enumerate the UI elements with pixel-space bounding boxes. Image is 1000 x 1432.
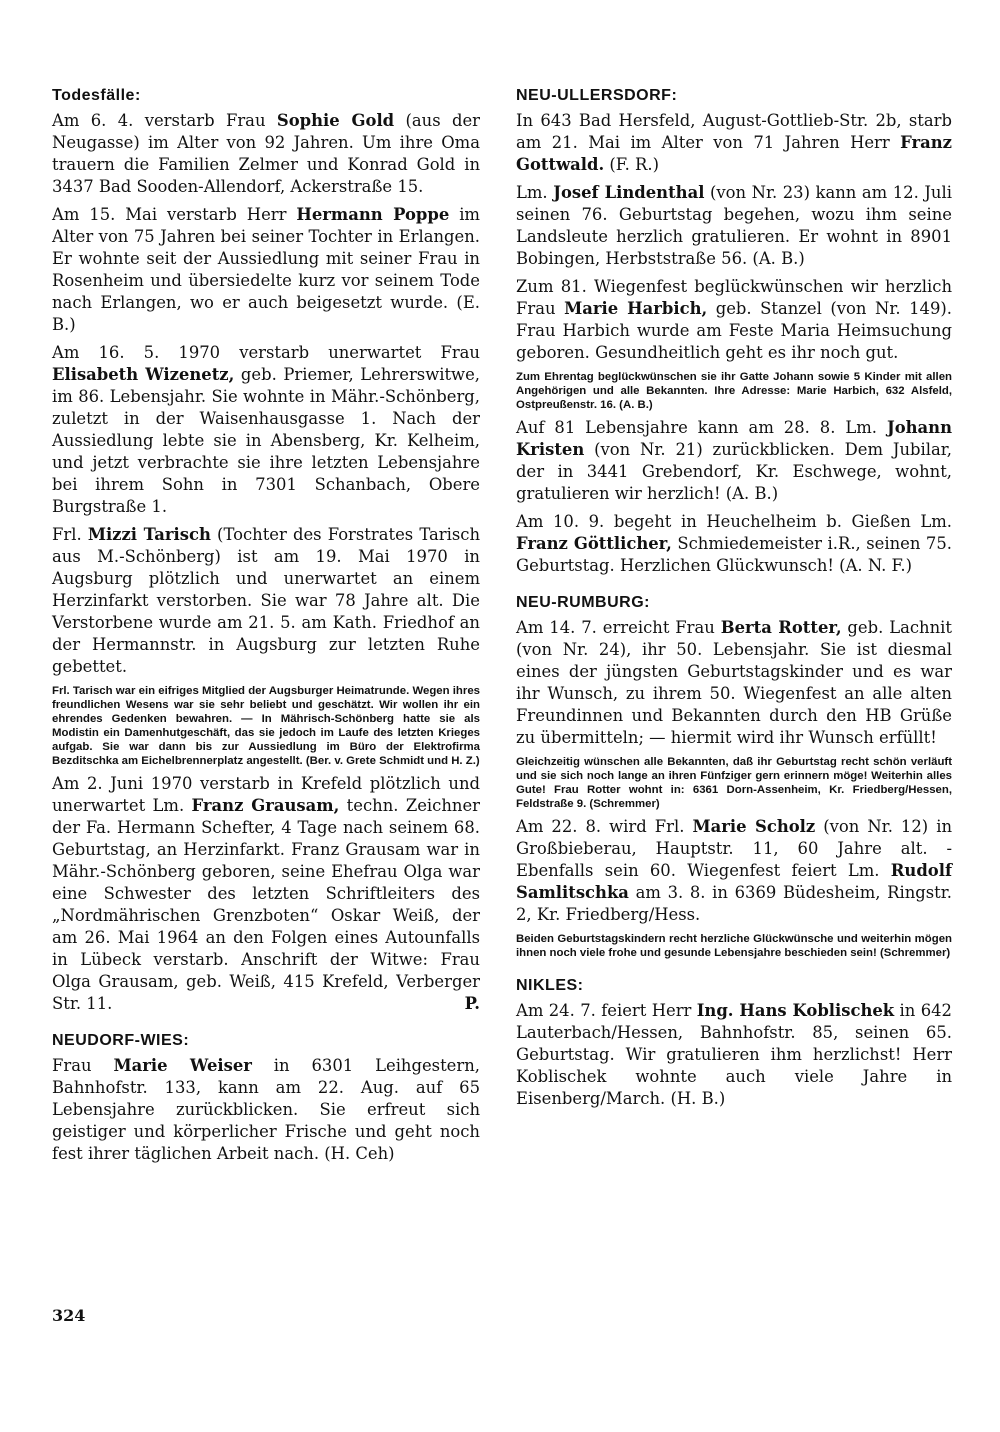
paragraph — [516, 182, 952, 270]
name-bold: Franz Grausam, — [191, 796, 340, 815]
name-bold: Johann Kristen — [516, 418, 952, 459]
text: Zum 81. Wiegenfest beglückwünschen wir herzlich Frau — [516, 277, 952, 318]
text: (von Nr. 12) in Großbieberau, Hauptstr. 11, 60 Jahre alt. - Ebenfalls sein 60. Wiegenfest feiert Lm. — [516, 817, 952, 880]
page-number: 324 — [52, 1306, 86, 1325]
paragraph — [516, 617, 952, 749]
text: Am 24. 7. feiert Herr — [516, 1001, 697, 1020]
paragraph — [52, 524, 480, 678]
name-bold: Rudolf Samlitschka — [516, 861, 952, 902]
name-bold: Mizzi Tarisch — [87, 525, 211, 544]
text: (von Nr. 21) zurückblicken. Dem Jubilar, der in 3441 Grebendorf, Kr. Eschwege, wohnt, gratulieren wir herzlich! (A. B.) — [516, 440, 952, 503]
text: (von Nr. 23) kann am 12. Juli seinen 76. Geburtstag begehen, wozu ihm seine Landsleute herzlich gratulieren. Er wohnt in 8901 Bobingen, Herbststraße 56. (A. B.) — [516, 183, 952, 268]
name-bold: Berta Rotter, — [720, 618, 842, 637]
text: Auf 81 Lebensjahre kann am 28. 8. Lm. — [516, 418, 887, 437]
text: In 643 Bad Hersfeld, August-Gottlieb-Str. 2b, starb am 21. Mai im Alter von 71 Jahren Herr — [516, 111, 952, 152]
heading-neudorf-wies: NEUDORF-WIES: — [52, 1032, 190, 1049]
text: Frau — [52, 1056, 114, 1075]
text: in 6301 Leihgestern, Bahnhofstr. 133, kann am 22. Aug. auf 65 Lebensjahre zurückblicken. Sie erfreut sich geistiger und körperlicher Frische und geht noch fest ihrer täglichen Arbeit nach. (H. Ceh) — [52, 1056, 480, 1163]
name-bold: Elisabeth Wizenetz, — [52, 365, 235, 384]
paragraph — [516, 110, 952, 176]
text: Am 16. 5. 1970 verstarb unerwartet Frau — [52, 343, 480, 362]
paragraph — [516, 417, 952, 505]
text: Am 10. 9. begeht in Heuchelheim b. Gießen Lm. — [516, 512, 952, 531]
text: geb. Stanzel (von Nr. 149). Frau Harbich wurde am Feste Maria Heimsuchung geboren. Gesundheitlich geht es ihr noch gut. — [516, 299, 953, 362]
text: Lm. — [516, 183, 554, 202]
text: geb. Priemer, Lehrerswitwe, im 86. Lebensjahr. Sie wohnte in Mähr.-Schönberg, zuletzt in der Waisenhausgasse 1. Nach der Aussiedlung lebte sie in Abensberg, Kr. Kelheim, und jetzt verbrachte sie ihre letzten Lebensjahre bei ihrem Sohn in 7301 Schanbach, Obere Burgstraße 1. — [52, 365, 480, 516]
small-print: Gleichzeitig wünschen alle Bekannten, daß ihr Geburtstag recht schön verläuft und sie sich noch lange an ihren Fünfziger gern erinnern möge! Weiterhin alles Gute! Frau Rotter wohnt in: 6361 Dorn-Assenheim, Kr. Friedberg/Hessen, Feldstraße 9. (Schremmer) — [516, 756, 952, 810]
text: im Alter von 75 Jahren bei seiner Tochter in Erlangen. Er wohnte seit der Aussiedlung mit seiner Frau in Rosenheim und übersiedelte kurz vor seinem Tode nach Erlangen, wo er auch beigesetzt wurde. (E. B.) — [52, 205, 480, 334]
name-bold: Hermann Poppe — [296, 205, 450, 224]
paragraph — [516, 276, 952, 364]
paragraph — [52, 773, 480, 1015]
paragraph — [516, 511, 952, 577]
text: in 642 Lauterbach/Hessen, Bahnhofstr. 85, seinen 65. Geburtstag. Wir gratulieren ihm herzlichst! Herr Koblischek wohnte auch viele Jahre in Eisenberg/March. (H. B.) — [516, 1001, 952, 1108]
paragraph — [52, 110, 480, 198]
name-bold: Franz Göttlicher, — [516, 534, 672, 553]
text: Am 14. 7. erreicht Frau — [516, 618, 721, 637]
name-bold: Josef Lindenthal — [553, 183, 705, 202]
small-print: Beiden Geburtstagskindern recht herzliche Glückwünsche und weiterhin mögen ihnen noch viele frohe und gesunde Lebensjahre beschieden sein! (Schremmer) — [516, 933, 952, 959]
text: Am 6. 4. verstarb Frau — [52, 111, 277, 130]
name-bold: Sophie Gold — [276, 111, 395, 130]
right-column — [516, 86, 952, 1116]
name-bold: Marie Weiser — [113, 1056, 252, 1075]
text: Am 15. Mai verstarb Herr — [52, 205, 297, 224]
author-initial: P. — [464, 994, 480, 1013]
paragraph — [516, 1000, 952, 1110]
text: Frl. — [52, 525, 88, 544]
text: Am 22. 8. wird Frl. — [516, 817, 693, 836]
name-bold: Franz Gottwald. — [516, 133, 952, 174]
text: geb. Lachnit (von Nr. 24), ihr 50. Lebensjahr. Sie ist diesmal eines der jüngsten Geburtstagskinder und es war ihr Wunsch, zu ihrem 50. Wiegenfest an alle alten Freundinnen und Bekannten durch den HB Grüße zu übermitteln; — hiermit wird ihr Wunsch erfüllt! — [516, 618, 952, 747]
text: Am 2. Juni 1970 verstarb in Krefeld plötzlich und unerwartet Lm. — [52, 774, 480, 815]
paragraph — [52, 1055, 480, 1165]
text: (Tochter des Forstrates Tarisch aus M.-Schönberg) ist am 19. Mai 1970 in Augsburg plötzlich und unerwartet an einem Herzinfarkt verstorben. Sie war 78 Jahre alt. Die Verstorbene wurde am 21. 5. am Kath. Friedhof an der Hermannstr. in Augsburg zur letzten Ruhe gebettet. — [52, 525, 480, 676]
paragraph — [52, 342, 480, 518]
text: am 3. 8. in 6369 Büdesheim, Ringstr. 2, Kr. Friedberg/Hess. — [516, 883, 952, 924]
name-bold: Ing. Hans Koblischek — [696, 1001, 895, 1020]
paragraph — [52, 204, 480, 336]
name-bold: Marie Harbich, — [564, 299, 708, 318]
small-print: Frl. Tarisch war ein eifriges Mitglied der Augsburger Heimatrunde. Wegen ihres freundlichen Wesens war sie sehr beliebt und geschätzt. Wir wollen ihr ein ehrendes Gedenken bewahren. — In Mährisch-Schönberg hatte sie als Modistin ein Damenhutgeschäft, das sie jedoch im Laufe des letzten Krieges aufgab. Sie war dann bis zur Aussiedlung im Büro der Elektrofirma Bezditschka am Eichelbrennerplatz angestellt. (Ber. v. Grete Schmidt und H. Z.) — [52, 685, 480, 767]
heading-neu-ullersdorf: NEU-ULLERSDORF: — [516, 87, 678, 104]
text: Schmiedemeister i.R., seinen 75. Geburtstag. Herzlichen Glückwunsch! (A. N. F.) — [516, 534, 952, 575]
heading-todesfaelle: Todesfälle: — [52, 87, 141, 104]
small-print: Zum Ehrentag beglückwünschen sie ihr Gatte Johann sowie 5 Kinder mit allen Angehörigen und alle Bekannten. Ihre Adresse: Marie Harbich, 632 Alsfeld, Ostpreußenstr. 16. (A. B.) — [516, 371, 952, 411]
heading-neu-rumburg: NEU-RUMBURG: — [516, 594, 650, 611]
text: (F. R.) — [604, 155, 659, 174]
name-bold: Marie Scholz — [692, 817, 816, 836]
text: techn. Zeichner der Fa. Hermann Schefter, 4 Tage nach seinem 68. Geburtstag, an Herzinfarkt. Franz Grausam war in Mähr.-Schönberg geboren, seine Ehefrau Olga war eine Schwester des letzten Schriftleiters des „Nordmährischen Grenzboten“ Oskar Weiß, der am 26. Mai 1964 an den Folgen eines Autounfalls in Lübeck verstarb. Anschrift der Witwe: Frau Olga Grausam, geb. Weiß, 415 Krefeld, Verberger Str. 11. — [52, 796, 480, 1013]
left-column — [52, 86, 480, 1171]
text: (aus der Neugasse) im Alter von 92 Jahren. Um ihre Oma trauern die Familien Zelmer und Konrad Gold in 3437 Bad Sooden-Allendorf, Ackerstraße 15. — [52, 111, 481, 196]
heading-nikles: NIKLES: — [516, 977, 584, 994]
paragraph — [516, 816, 952, 926]
